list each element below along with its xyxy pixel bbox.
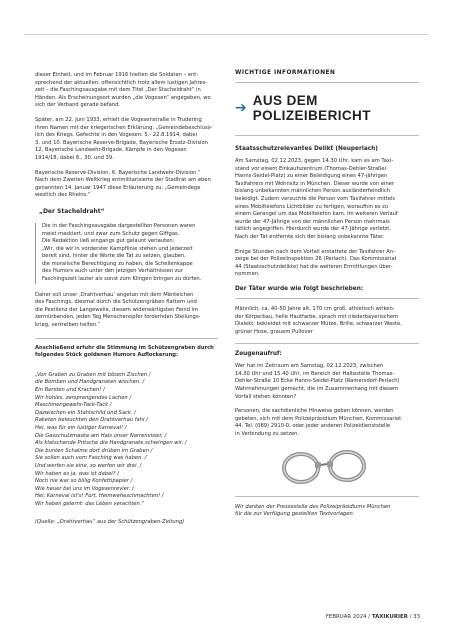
text-line: 3. und 10. Bayerische Reserve-Brigade, Bayerische Ersatz-Division xyxy=(35,139,208,146)
text-line: Personen, die sachdienliche Hinweise geben können, werden xyxy=(235,408,394,415)
text-line: gebeten, sich mit dem Polizeipräsidium München, Kommissariat xyxy=(235,415,402,422)
poem xyxy=(35,372,218,509)
page-footer xyxy=(326,614,420,620)
text-line: Hei, was für ein lustiger Karneval! / xyxy=(35,424,127,431)
text-line: Maschinengewehr-Tack-Tack / xyxy=(35,402,112,409)
quote-title: „Der Stacheldraht“ xyxy=(39,207,105,215)
text-line: 12, Bayerische Landwehr-Brigade. Kämpfe in den Vogesen xyxy=(35,147,187,154)
arrow-right-icon: ➔ xyxy=(235,100,247,116)
text-line: sprechend der aktuellen, offensichtlich trotz allem lustigen Jahres- xyxy=(35,79,208,86)
text-line: 1914/18, dabei 8., 30. und 39. xyxy=(35,154,114,161)
text-line: Hei, Karneval ist's! Fort, Heimweheschmachten! / xyxy=(35,493,164,500)
text-line: Nach der Tat entfernte sich der bislang unbekannte Täter. xyxy=(235,233,385,240)
text-line: Vorfall stehen könnten? xyxy=(235,393,297,400)
text-line: beleidigt. Zudem versuchte die Person vom Taxifahrer mittels xyxy=(235,195,396,202)
text-line: Dialekt; bekleidet mit schwarzer Mütze, Brille, schwarzer Weste, xyxy=(235,321,402,328)
handcuffs-icon xyxy=(275,446,375,488)
text-line: Männlich, ca. 40-50 Jahre alt, 170 cm groß, athletisch wirken- xyxy=(235,305,395,312)
text-line: zeit – die Faschingsausgabe mit dem Titel „Der Stacheldraht“ in xyxy=(35,87,201,94)
text-line: grüner Hose, grauem Pullover xyxy=(235,328,313,335)
text-line: wurde der 47-Jährige von der männlichen Person mehrmals xyxy=(235,218,390,225)
text-line: der Körperbau, helle Hautfarbe, sprach mit niederbayerischem xyxy=(235,313,399,320)
quote-box xyxy=(35,208,218,284)
text-line: krieg, vertreiben helfen.“ xyxy=(35,322,101,329)
left-paragraph-3 xyxy=(35,170,218,200)
text-line: zeige bei der Polizeiinspektion 26 (Perlach). Das Kommissariat xyxy=(235,256,397,263)
subheading-description: Der Täter wurde wie folgt beschrieben: xyxy=(235,285,364,292)
text-line: Ein Bersten und Krachen! / xyxy=(35,387,105,393)
text-line: Raketen beleuchten den Drahtverhau fahl / xyxy=(35,417,148,424)
text-line: lich des Kriegs. Gefechte in den Vogesen: 5.- 22.8.1914, dabei xyxy=(35,132,197,139)
text-line: einem Gerangel um das Mobiltelefon kam. Im weiteren Verlauf xyxy=(235,211,398,218)
text-line: Dazwischen ein Stahlschild und Sack. / xyxy=(35,409,136,416)
text-line: Später, am 22. Juni 1933, erhielt die Vogesenstraße in Trudering xyxy=(35,116,202,123)
text-line: stand vor einem Einkaufszentrum (Thomas-Dehler-Straße/ xyxy=(235,165,387,172)
text-line: des Faschings, diesmal durch die Schützengräben flattern und xyxy=(35,299,197,306)
right-paragraph-5 xyxy=(235,408,419,438)
text-line: Faschingszeit lauter als sonst zum Klingen bringen zu dürfen. xyxy=(42,276,202,283)
text-line: Händen. Als Erscheinungsort wurden „die Vogesen“ angegeben, wo xyxy=(35,94,211,101)
text-line: 14.30 Uhr und 15.40 Uhr, im Bereich der Haltestelle Thomas- xyxy=(235,370,395,377)
text-line: Taxifahrers mit Wohnsitz in München. Dieser wurde von einer xyxy=(235,180,395,187)
top-rule xyxy=(24,34,428,35)
text-line: Hanns-Seidel-Platz) zu einer Beleidigung eines 47-jährigen xyxy=(235,173,388,180)
text-line: folgendes Stück goldenen Humors Auflockerung: xyxy=(35,352,179,359)
kicker-rule xyxy=(235,82,419,83)
poem-intro xyxy=(35,345,218,360)
text-line: Am Samstag, 02.12.2023, gegen 14.30 Uhr, kam es am Taxi- xyxy=(235,158,394,164)
subheading-witness: Zeugenaufruf: xyxy=(235,351,282,358)
text-line: zermürbenden, jeden Tag Menschenopfer fordernden Stellungs- xyxy=(35,314,201,321)
poem-source: (Quelle: „Drahtverhau“ aus der Schützengraben-Zeitung) xyxy=(35,518,185,525)
text-line: Wer hat im Zeitraum am Samstag, 02.12.2023, zwischen xyxy=(235,363,384,370)
right-rule-3 xyxy=(235,496,419,497)
text-line: die moralische Berechtigung zu haben, die Schellenkappe xyxy=(42,260,193,267)
left-paragraph-1 xyxy=(35,72,218,110)
text-line: „Von Graben zu Graben mit bösem Zischen / xyxy=(35,371,151,378)
text-line: des Humors auch unter den jetzigen Verhältnissen zur xyxy=(42,268,183,275)
text-line: ihren Namen mit der kriegerischen Erklärung: „Gemeindebeschluss- xyxy=(35,124,213,131)
text-line: Einige Stunden nach dem Vorfall erstattete der Taxifahrer An- xyxy=(235,248,395,255)
text-line: Wir haben es ja, was ist dabei? / xyxy=(35,470,119,477)
subheading-offense: Staatsschutzrelevantes Delikt (Neuperlach) xyxy=(235,146,378,152)
footer-magazine: TAXIKURIER xyxy=(371,614,408,620)
text-line: die Pestilenz der Langeweile, diesem widerwärtigsten Feind im xyxy=(35,306,199,313)
quote-text xyxy=(35,223,218,284)
left-paragraph-2 xyxy=(35,117,218,163)
section-kicker: WICHTIGE INFORMATIONEN xyxy=(235,70,336,76)
text-line: tätlich angegriffen. Hierdurch wurde der 47-Jährige verletzt. xyxy=(235,226,391,233)
text-line: dieser Einheit, und im Februar 1916 hielten die Soldaten – ent- xyxy=(35,72,199,78)
right-paragraph-4 xyxy=(235,363,419,401)
footer-page-number: / 33 xyxy=(409,614,420,620)
right-paragraph-2 xyxy=(235,249,419,279)
text-line: eines Mobiltelefons Lichtbilder zu fertigen, woraufhin es zu xyxy=(235,203,389,210)
text-line: für die zur Verfügung gestellten Textvorlagen. xyxy=(235,511,355,518)
text-line: sich der Verband gerade befand. xyxy=(35,102,121,109)
text-line: Wie heuer bei uns im Vogesenrevier. / xyxy=(35,485,134,492)
text-line: bereit sind, hinter die Worte die Tat zu setzen, glauben, xyxy=(42,253,186,260)
right-paragraph-3 xyxy=(235,306,419,336)
text-line: meist maskiert, und zwar zum Schutz gegen Giftgas. xyxy=(42,230,180,237)
text-line: Noch nie war so billig Konfettipapier / xyxy=(35,478,133,485)
text-line: Nach dem Zweiten Weltkrieg entmilitarisierte der Stadtrat am eben xyxy=(35,177,211,184)
left-column xyxy=(35,72,218,525)
text-line: Die Gasschutzmaske am Hals unser Narrenvisier, / xyxy=(35,432,167,439)
text-line: Als klatschende Pritsche die Handgranate schwingen wir. / xyxy=(35,440,187,447)
right-rule-1 xyxy=(235,298,419,299)
text-line: Daher soll unser ‚Drahtverhau‘ angetan mit dem Mäntelchen xyxy=(35,291,194,298)
text-line: die Bomben und Handgranaten wischen. / xyxy=(35,379,145,386)
text-line: Bayerische Reserve-Division, 6. Bayerische Landwehr-Division.“ xyxy=(35,169,201,176)
text-line: westlich des Rheins.“ xyxy=(35,192,91,199)
text-line: 44, Tel. (089) 2910-0, oder jeder anderen Polizeidienststelle xyxy=(235,423,391,430)
text-line: bislang unbekannten männlichen Person ausländerfeindlich xyxy=(235,188,390,195)
footer-issue: FEBRUAR 2024 / xyxy=(325,614,371,620)
text-line: Anschließend erfuhr die Stimmung im Schützengraben durch xyxy=(35,344,214,351)
right-paragraph-1 xyxy=(235,158,419,242)
text-line: Die bunten Schalme dort drüben im Graben / xyxy=(35,447,153,454)
text-line: in Verbindung zu setzen. xyxy=(235,431,300,438)
text-line: 44 (Staatsschutzdelikte) hat die weiteren Ermittlungen über- xyxy=(235,263,393,270)
right-rule-2 xyxy=(235,343,419,344)
text-line: Wir hohles, zersprengendes Lachen / xyxy=(35,394,132,401)
left-separator xyxy=(35,338,218,339)
text-line: Sie sollen auch vom Fasching was haben. / xyxy=(35,455,147,462)
closing-note xyxy=(235,504,419,519)
text-line: Die in der Faschingsausgabe dargestellten Personen waren xyxy=(42,222,196,229)
text-line: Die Redaktion ließ eingangs gut gelaunt verlauten: xyxy=(42,238,175,245)
text-line: nommen. xyxy=(235,271,260,278)
text-line: Wahrnehmungen gemacht, die im Zusammenhang mit diesem xyxy=(235,386,399,393)
text-line: Dehler-Straße 10 Ecke Hanns-Seidel-Platz (Ramersdorf-Perlach) xyxy=(235,378,400,385)
right-column xyxy=(235,72,419,519)
text-line: „Wir, die wir in vorderster Kampflinie stehen und jederzeit xyxy=(42,245,193,252)
text-line: Wir danken der Pressestelle des Polizeipräsidiums München xyxy=(235,503,391,510)
handcuffs-illustration xyxy=(235,446,419,488)
after-quote-paragraph xyxy=(35,292,218,330)
text-line: Und werfen sie eine, so werfen wir drei. / xyxy=(35,462,142,469)
text-line: genannten 14. Januar 1947 diese Erläuterung zu: „Gemeindege xyxy=(35,184,201,191)
headline xyxy=(235,93,419,123)
headline-rule xyxy=(235,135,419,136)
text-line: Wir haben gelernt: das Leben verachten.“ xyxy=(35,500,145,507)
headline-text: AUS DEM POLIZEIBERICHT xyxy=(252,93,371,123)
